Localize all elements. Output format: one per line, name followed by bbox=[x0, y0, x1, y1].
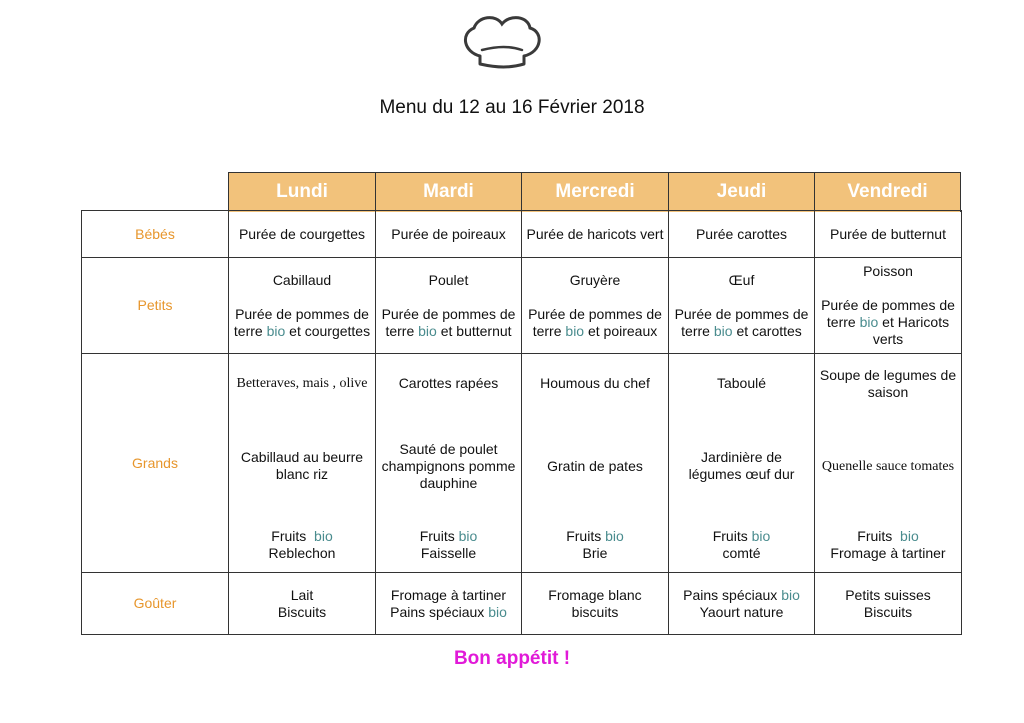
grands-main: Jardinière de légumes œuf dur bbox=[669, 414, 815, 519]
grands-starter: Soupe de legumes de saison bbox=[815, 354, 962, 414]
chef-hat-icon bbox=[458, 12, 544, 70]
petits-cell bbox=[229, 258, 376, 354]
fruits-text: Fruits bbox=[857, 528, 893, 545]
puree-text: Purée de pommes de terre bbox=[381, 305, 516, 339]
row-label-grands: Grands bbox=[82, 354, 229, 573]
grands-main: Cabillaud au beurre blanc riz bbox=[229, 414, 376, 519]
gouter-line: Pains spéciaux bbox=[683, 586, 778, 603]
bebes-cell: Purée de haricots vert bbox=[522, 211, 669, 258]
bio-tag: bio bbox=[266, 322, 286, 339]
petits-protein: Poulet bbox=[428, 271, 469, 288]
bio-tag: bio bbox=[751, 528, 771, 545]
grands-dessert bbox=[669, 519, 815, 573]
day-header-mercredi: Mercredi bbox=[521, 173, 668, 212]
row-grands-starters bbox=[82, 354, 962, 414]
gouter-line: Pains spéciaux bbox=[390, 603, 485, 620]
page-title: Menu du 12 au 16 Février 2018 bbox=[379, 97, 645, 118]
fruits-text: Fruits bbox=[271, 528, 307, 545]
puree-text: et poireaux bbox=[587, 322, 658, 339]
gouter-line: biscuits bbox=[571, 603, 619, 620]
cheese-text: Faisselle bbox=[420, 545, 477, 562]
gouter-cell bbox=[669, 573, 815, 635]
gouter-line: Fromage à tartiner bbox=[390, 586, 507, 603]
row-gouter bbox=[82, 573, 962, 635]
bio-tag: bio bbox=[781, 586, 800, 603]
bio-tag: bio bbox=[565, 322, 585, 339]
cheese-text: Brie bbox=[582, 545, 608, 562]
day-header-row bbox=[228, 172, 961, 212]
gouter-line: Petits suisses bbox=[845, 586, 931, 603]
gouter-cell bbox=[522, 573, 669, 635]
row-label-bebes: Bébés bbox=[82, 211, 229, 258]
bio-tag: bio bbox=[900, 528, 919, 545]
puree-text: et butternut bbox=[440, 322, 512, 339]
grands-dessert bbox=[522, 519, 669, 573]
footer-message: Bon appétit ! bbox=[453, 648, 571, 669]
row-petits bbox=[82, 258, 962, 354]
grands-starter: Betteraves, mais , olive bbox=[229, 354, 376, 414]
puree-text: Purée de pommes de terre bbox=[528, 305, 662, 339]
puree-text: Purée de pommes de terre bbox=[233, 305, 369, 339]
grands-dessert bbox=[376, 519, 522, 573]
grands-starter: Taboulé bbox=[669, 354, 815, 414]
day-header-vendredi: Vendredi bbox=[814, 173, 961, 212]
fruits-text: Fruits bbox=[566, 528, 602, 545]
grands-starter: Carottes rapées bbox=[376, 354, 522, 414]
day-header-lundi: Lundi bbox=[228, 173, 375, 212]
puree-text: Purée de pommes de terre bbox=[674, 305, 809, 339]
bio-tag: bio bbox=[713, 322, 733, 339]
bio-tag: bio bbox=[859, 314, 879, 330]
petits-protein: Œuf bbox=[728, 271, 755, 288]
gouter-line: Fromage blanc bbox=[548, 586, 642, 603]
grands-dessert bbox=[815, 519, 962, 573]
row-label-petits: Petits bbox=[82, 258, 229, 354]
petits-protein: Poisson bbox=[863, 263, 913, 279]
grands-main: Sauté de poulet champignons pomme dauphine bbox=[376, 414, 522, 519]
petits-cell bbox=[376, 258, 522, 354]
bio-tag: bio bbox=[605, 528, 624, 545]
grands-starter: Houmous du chef bbox=[522, 354, 669, 414]
puree-text: Purée de pommes de terre bbox=[821, 297, 955, 330]
menu-table bbox=[81, 210, 961, 637]
grands-dessert bbox=[229, 519, 376, 573]
grands-main: Quenelle sauce tomates bbox=[815, 414, 962, 519]
gouter-cell bbox=[229, 573, 376, 635]
bio-tag: bio bbox=[458, 528, 478, 545]
cheese-text: Reblechon bbox=[268, 545, 336, 562]
gouter-line: Biscuits bbox=[277, 603, 327, 620]
petits-cell bbox=[669, 258, 815, 354]
cheese-text: Fromage à tartiner bbox=[830, 545, 946, 562]
row-label-gouter: Goûter bbox=[82, 573, 229, 635]
gouter-line: Lait bbox=[290, 586, 314, 603]
row-bebes bbox=[82, 211, 962, 258]
day-header-mardi: Mardi bbox=[375, 173, 521, 212]
fruits-text: Fruits bbox=[419, 528, 455, 545]
gouter-line: Yaourt nature bbox=[699, 603, 784, 620]
puree-text: et carottes bbox=[736, 322, 802, 339]
petits-cell bbox=[815, 258, 962, 354]
gouter-line: Biscuits bbox=[863, 603, 913, 620]
day-header-jeudi: Jeudi bbox=[668, 173, 814, 212]
grands-main: Gratin de pates bbox=[522, 414, 669, 519]
bebes-cell: Purée carottes bbox=[669, 211, 815, 258]
bebes-cell: Purée de courgettes bbox=[229, 211, 376, 258]
bebes-cell: Purée de poireaux bbox=[376, 211, 522, 258]
gouter-cell bbox=[376, 573, 522, 635]
petits-protein: Gruyère bbox=[569, 271, 621, 288]
fruits-text: Fruits bbox=[712, 528, 748, 545]
bio-tag: bio bbox=[314, 528, 333, 545]
cheese-text: comté bbox=[722, 545, 761, 562]
petits-cell bbox=[522, 258, 669, 354]
bio-tag: bio bbox=[488, 603, 507, 620]
puree-text: et courgettes bbox=[289, 322, 371, 339]
puree-text: et Haricots verts bbox=[872, 314, 950, 347]
petits-protein: Cabillaud bbox=[272, 271, 332, 288]
bio-tag: bio bbox=[418, 322, 437, 339]
gouter-cell bbox=[815, 573, 962, 635]
bebes-cell: Purée de butternut bbox=[815, 211, 962, 258]
